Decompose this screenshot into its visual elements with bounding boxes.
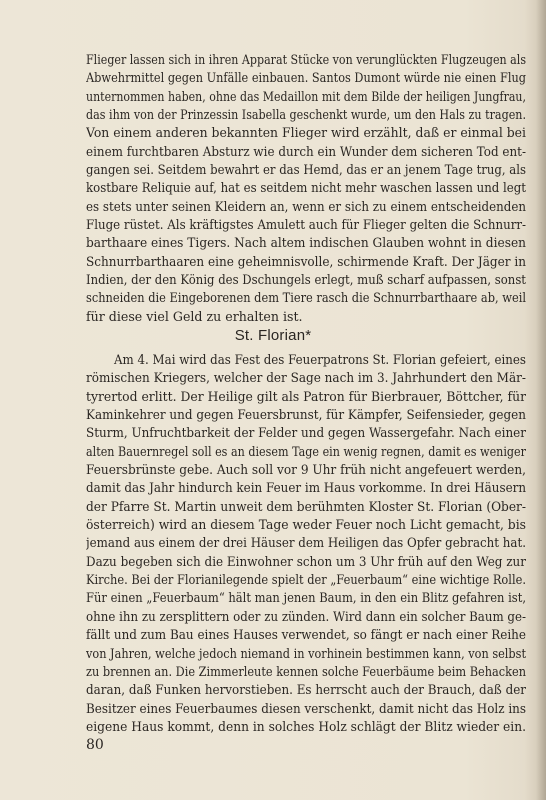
text-line: Fluge rüstet. Als kräftigstes Amulett auch für Flieger gelten die Schnurr- bbox=[86, 217, 526, 233]
section-heading: St. Florian* bbox=[234, 327, 312, 344]
text-line: österreich) wird an diesem Tage weder Feuer noch Licht gemacht, bis bbox=[86, 517, 526, 533]
text-line: Kaminkehrer und gegen Feuersbrunst, für Kämpfer, Seifensieder, gegen bbox=[86, 407, 526, 423]
page-number: 80 bbox=[86, 737, 104, 753]
text-line: Dazu begeben sich die Einwohner schon um 3 Uhr früh auf den Weg zur bbox=[86, 553, 526, 569]
text-line: von Jahren, welche jedoch niemand in vorhinein bestimmen kann, von selbst bbox=[86, 645, 526, 661]
text-line: schneiden die Eingeborenen dem Tiere rasch die Schnurrbarthaare ab, weil bbox=[86, 290, 526, 306]
text-line: Indien, der den König des Dschungels erlegt, muß scharf aufpassen, sonst bbox=[86, 272, 526, 288]
paragraph-flieger bbox=[86, 51, 526, 326]
text-line: Am 4. Mai wird das Fest des Feuerpatrons St. Florian gefeiert, eines bbox=[114, 352, 526, 367]
text-line: einem furchtbaren Absturz wie durch ein Wunder dem sicheren Tod ent- bbox=[86, 143, 526, 159]
text-line: damit das Jahr hindurch kein Feuer im Haus vorkomme. In drei Häusern bbox=[86, 480, 526, 496]
text-line: es stets unter seinen Kleidern an, wenn er sich zu einem entscheidenden bbox=[86, 198, 526, 214]
text-line: eigene Haus kommt, denn in solches Holz schlägt der Blitz wieder ein. bbox=[86, 718, 526, 734]
text-line: Sturm, Unfruchtbarkeit der Felder und gegen Wassergefahr. Nach einer bbox=[86, 425, 526, 441]
text-line: kostbare Reliquie auf, hat es seitdem nicht mehr waschen lassen und legt bbox=[86, 180, 526, 196]
text-line: unternommen haben, ohne das Medaillon mit dem Bilde der heiligen Jungfrau, bbox=[86, 88, 526, 104]
text-line: Von einem anderen bekannten Flieger wird erzählt, daß er einmal bei bbox=[86, 125, 526, 141]
text-line: Abwehrmittel gegen Unfälle einbauen. Santos Dumont würde nie einen Flug bbox=[86, 70, 526, 86]
text-line: Feuersbrünste gebe. Auch soll vor 9 Uhr früh nicht angefeuert werden, bbox=[86, 462, 526, 478]
text-line: barthaare eines Tigers. Nach altem indischen Glauben wohnt in diesen bbox=[86, 235, 526, 251]
text-line: für diese viel Geld zu erhalten ist. bbox=[86, 308, 303, 324]
text-line: der Pfarre St. Martin unweit dem berühmten Kloster St. Florian (Ober- bbox=[86, 498, 526, 514]
text-line: daran, daß Funken hervorstieben. Es herrscht auch der Brauch, daß der bbox=[86, 682, 526, 698]
text-line: gangen sei. Seitdem bewahrt er das Hemd, das er an jenem Tage trug, als bbox=[86, 162, 526, 178]
text-line: das ihm von der Prinzessin Isabella geschenkt wurde, um den Hals zu tragen. bbox=[86, 107, 526, 123]
text-line: ohne ihn zu zersplittern oder zu zünden. Wird dann ein solcher Baum ge- bbox=[86, 608, 526, 624]
text-line: Besitzer eines Feuerbaumes diesen verschenkt, damit nicht das Holz ins bbox=[86, 700, 526, 716]
text-line: tyrertod erlitt. Der Heilige gilt als Patron für Bierbrauer, Böttcher, für bbox=[86, 388, 526, 404]
text-line: Flieger lassen sich in ihren Apparat Stücke von verunglückten Flugzeugen als bbox=[86, 52, 526, 67]
paragraph-st-florian bbox=[86, 351, 526, 736]
text-line: Schnurrbarthaaren eine geheimnisvolle, schirmende Kraft. Der Jäger in bbox=[86, 253, 526, 269]
text-line: alten Bauernregel soll es an diesem Tage ein wenig regnen, damit es weniger bbox=[86, 443, 526, 459]
text-line: Kirche. Bei der Florianilegende spielt der „Feuerbaum“ eine wichtige Rolle. bbox=[86, 572, 526, 588]
text-line: römischen Kriegers, welcher der Sage nach im 3. Jahrhundert den Mär- bbox=[86, 370, 526, 386]
page-edge-shadow bbox=[536, 0, 546, 800]
text-line: zu brennen an. Die Zimmerleute kennen solche Feuerbäume beim Behacken bbox=[86, 663, 526, 679]
text-line: Für einen „Feuerbaum“ hält man jenen Baum, in den ein Blitz gefahren ist, bbox=[86, 590, 526, 606]
text-line: jemand aus einem der drei Häuser dem Heiligen das Opfer gebracht hat. bbox=[86, 535, 526, 551]
text-line: fällt und zum Bau eines Hauses verwendet, so fängt er nach einer Reihe bbox=[86, 627, 526, 643]
